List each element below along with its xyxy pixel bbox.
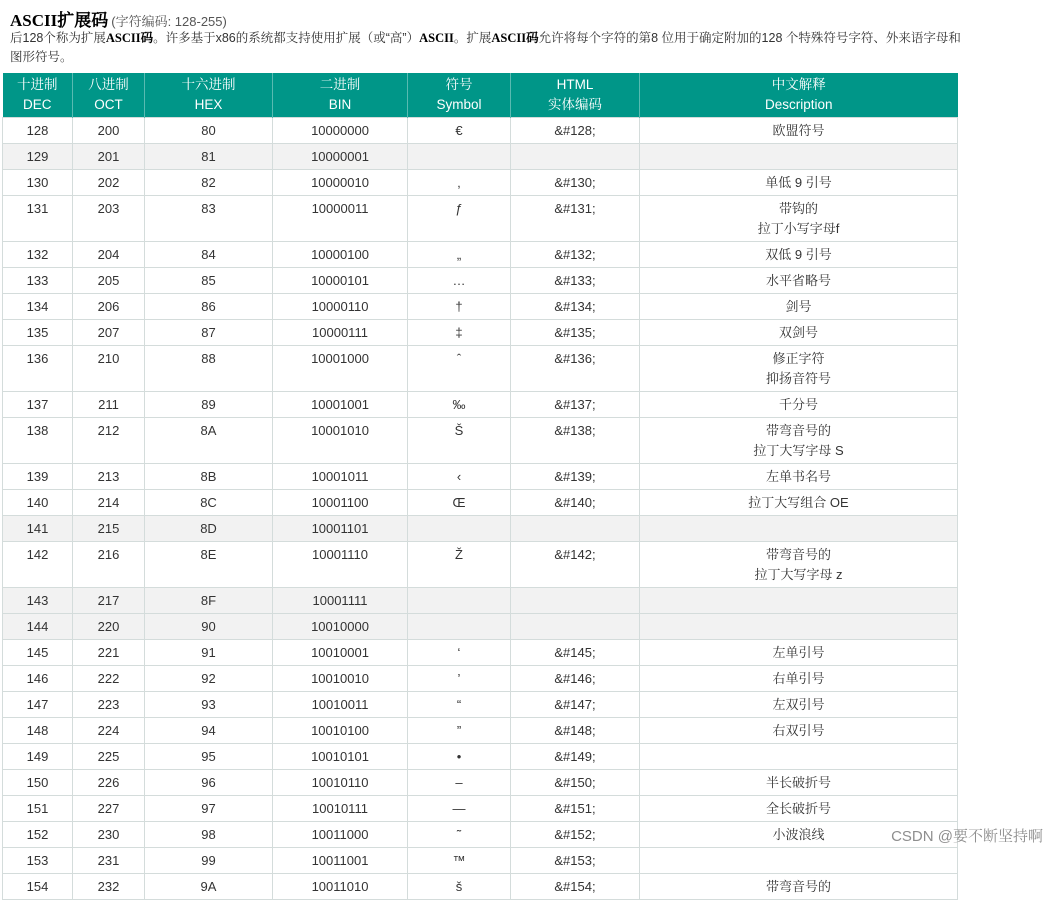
cell-symbol: ’	[408, 666, 511, 692]
cell-description	[640, 118, 958, 144]
cell-bin: 10000101	[273, 268, 408, 294]
cell-hex: 94	[145, 718, 273, 744]
cell-html	[511, 588, 640, 614]
header-description: 中文解释 Description	[640, 73, 958, 118]
cell-description	[640, 490, 958, 516]
description-line: 右双引号	[772, 723, 825, 738]
cell-bin: 10001101	[273, 516, 408, 542]
cell-symbol: ƒ	[408, 196, 511, 242]
cell-hex: 86	[145, 294, 273, 320]
header-hex: 十六进制 HEX	[145, 73, 273, 118]
cell-oct: 206	[73, 294, 145, 320]
cell-html: &#151;	[511, 796, 640, 822]
cell-bin: 10000111	[273, 320, 408, 346]
cell-html: &#128;	[511, 118, 640, 144]
cell-symbol: ‡	[408, 320, 511, 346]
cell-bin: 10001010	[273, 418, 408, 464]
cell-html: &#145;	[511, 640, 640, 666]
cell-symbol: “	[408, 692, 511, 718]
cell-hex: 8E	[145, 542, 273, 588]
cell-oct: 204	[73, 242, 145, 268]
description-line: 千分号	[778, 397, 818, 412]
intro-text-1: 后128个称为扩展	[10, 31, 106, 45]
cell-hex: 85	[145, 268, 273, 294]
description-line: 带弯音号的	[765, 879, 831, 894]
cell-description	[640, 640, 958, 666]
cell-dec: 147	[3, 692, 73, 718]
description-line: 半长破折号	[765, 775, 831, 790]
description-line: 带弯音号的	[765, 423, 831, 438]
cell-bin: 10010100	[273, 718, 408, 744]
cell-dec: 134	[3, 294, 73, 320]
cell-hex: 87	[145, 320, 273, 346]
cell-bin: 10010111	[273, 796, 408, 822]
table-row	[3, 666, 958, 692]
table-row	[3, 268, 958, 294]
description-line: 带弯音号的	[765, 547, 831, 562]
cell-description	[640, 170, 958, 196]
cell-html: &#132;	[511, 242, 640, 268]
table-row	[3, 392, 958, 418]
csdn-watermark: CSDN @要不断坚持啊	[891, 828, 1043, 845]
cell-symbol: ‰	[408, 392, 511, 418]
cell-dec: 135	[3, 320, 73, 346]
cell-oct: 223	[73, 692, 145, 718]
cell-bin: 10010110	[273, 770, 408, 796]
description-line: 带钩的	[778, 201, 818, 216]
cell-oct: 222	[73, 666, 145, 692]
cell-description	[640, 744, 958, 770]
cell-html: &#136;	[511, 346, 640, 392]
intro-paragraph	[10, 29, 970, 67]
table-row	[3, 718, 958, 744]
cell-dec: 153	[3, 848, 73, 874]
cell-description	[640, 144, 958, 170]
cell-description	[640, 196, 958, 242]
table-row	[3, 346, 958, 392]
cell-dec: 129	[3, 144, 73, 170]
table-row	[3, 848, 958, 874]
cell-html: &#142;	[511, 542, 640, 588]
description-line: 小波浪线	[772, 827, 825, 842]
table-row	[3, 516, 958, 542]
cell-description	[640, 614, 958, 640]
cell-symbol: „	[408, 242, 511, 268]
description-line: 拉丁大写组合 OE	[748, 495, 849, 510]
description-line: 左单书名号	[765, 469, 831, 484]
cell-oct: 231	[73, 848, 145, 874]
table-row	[3, 692, 958, 718]
intro-text-2: 。许多基于x86的系统都支持使用扩展（或“高”）	[153, 31, 420, 45]
cell-html: &#146;	[511, 666, 640, 692]
cell-bin: 10001000	[273, 346, 408, 392]
cell-dec: 146	[3, 666, 73, 692]
intro-bold-2: ASCII	[419, 31, 454, 45]
cell-html: &#154;	[511, 874, 640, 900]
cell-hex: 81	[145, 144, 273, 170]
cell-symbol: ˜	[408, 822, 511, 848]
cell-description	[640, 796, 958, 822]
cell-symbol: €	[408, 118, 511, 144]
cell-bin: 10001111	[273, 588, 408, 614]
cell-oct: 216	[73, 542, 145, 588]
table-row	[3, 464, 958, 490]
cell-symbol: †	[408, 294, 511, 320]
cell-html: &#152;	[511, 822, 640, 848]
cell-description	[640, 588, 958, 614]
header-bin: 二进制 BIN	[273, 73, 408, 118]
cell-html: &#133;	[511, 268, 640, 294]
cell-oct: 205	[73, 268, 145, 294]
cell-description	[640, 770, 958, 796]
cell-symbol: —	[408, 796, 511, 822]
description-line: 左单引号	[772, 645, 825, 660]
cell-dec: 138	[3, 418, 73, 464]
heading-subtitle: (字符编码: 128-255)	[111, 14, 227, 29]
cell-symbol	[408, 614, 511, 640]
table-row	[3, 640, 958, 666]
cell-bin: 10001100	[273, 490, 408, 516]
cell-html: &#137;	[511, 392, 640, 418]
description-line: 水平省略号	[765, 273, 831, 288]
cell-bin: 10000010	[273, 170, 408, 196]
description-line: 抑扬音符号	[765, 371, 831, 386]
cell-description	[640, 718, 958, 744]
cell-symbol: ”	[408, 718, 511, 744]
cell-dec: 150	[3, 770, 73, 796]
intro-text-4: 允许将每个字符的第8 位用于确定附加的128 个特殊符号字符、外来语字母和图形符号。	[10, 31, 961, 64]
cell-oct: 207	[73, 320, 145, 346]
intro-bold-3: ASCII码	[491, 31, 539, 45]
cell-symbol: •	[408, 744, 511, 770]
cell-oct: 220	[73, 614, 145, 640]
description-line: 拉丁大写字母 S	[753, 443, 844, 458]
cell-dec: 152	[3, 822, 73, 848]
cell-dec: 154	[3, 874, 73, 900]
cell-oct: 211	[73, 392, 145, 418]
cell-description	[640, 268, 958, 294]
header-dec: 十进制 DEC	[3, 73, 73, 118]
cell-bin: 10010101	[273, 744, 408, 770]
cell-dec: 128	[3, 118, 73, 144]
cell-symbol: š	[408, 874, 511, 900]
cell-description	[640, 242, 958, 268]
cell-oct: 202	[73, 170, 145, 196]
cell-hex: 8D	[145, 516, 273, 542]
cell-bin: 10000100	[273, 242, 408, 268]
cell-dec: 131	[3, 196, 73, 242]
table-row	[3, 796, 958, 822]
cell-dec: 151	[3, 796, 73, 822]
cell-html: &#153;	[511, 848, 640, 874]
cell-oct: 213	[73, 464, 145, 490]
cell-bin: 10010010	[273, 666, 408, 692]
cell-symbol: ‚	[408, 170, 511, 196]
cell-bin: 10010000	[273, 614, 408, 640]
cell-bin: 10000001	[273, 144, 408, 170]
cell-hex: 8A	[145, 418, 273, 464]
cell-html: &#139;	[511, 464, 640, 490]
cell-html	[511, 144, 640, 170]
cell-description	[640, 346, 958, 392]
cell-hex: 8C	[145, 490, 273, 516]
cell-dec: 139	[3, 464, 73, 490]
cell-dec: 137	[3, 392, 73, 418]
table-row	[3, 118, 958, 144]
table-row	[3, 874, 958, 900]
cell-bin: 10010001	[273, 640, 408, 666]
cell-html: &#147;	[511, 692, 640, 718]
cell-description	[640, 692, 958, 718]
cell-hex: 99	[145, 848, 273, 874]
description-line: 拉丁小写字母f	[757, 221, 840, 236]
table-row	[3, 614, 958, 640]
description-line: 全长破折号	[765, 801, 831, 816]
cell-hex: 90	[145, 614, 273, 640]
cell-oct: 225	[73, 744, 145, 770]
cell-symbol: Œ	[408, 490, 511, 516]
cell-hex: 8B	[145, 464, 273, 490]
cell-hex: 84	[145, 242, 273, 268]
cell-description	[640, 542, 958, 588]
cell-dec: 144	[3, 614, 73, 640]
cell-symbol	[408, 588, 511, 614]
cell-dec: 145	[3, 640, 73, 666]
cell-symbol: Š	[408, 418, 511, 464]
cell-description	[640, 516, 958, 542]
cell-hex: 80	[145, 118, 273, 144]
cell-html: &#150;	[511, 770, 640, 796]
cell-description	[640, 874, 958, 900]
cell-hex: 97	[145, 796, 273, 822]
table-row	[3, 770, 958, 796]
description-line: 修正字符	[772, 351, 825, 366]
cell-symbol: ‹	[408, 464, 511, 490]
cell-bin: 10001011	[273, 464, 408, 490]
table-row	[3, 490, 958, 516]
cell-symbol	[408, 144, 511, 170]
cell-bin: 10001110	[273, 542, 408, 588]
cell-hex: 91	[145, 640, 273, 666]
cell-description	[640, 294, 958, 320]
description-line: 拉丁大写字母 z	[754, 567, 843, 582]
cell-oct: 210	[73, 346, 145, 392]
table-row	[3, 822, 958, 848]
cell-bin: 10000000	[273, 118, 408, 144]
cell-oct: 200	[73, 118, 145, 144]
table-row	[3, 144, 958, 170]
description-line: 双剑号	[778, 325, 818, 340]
description-line: 双低 9 引号	[765, 247, 832, 262]
cell-bin: 10000110	[273, 294, 408, 320]
cell-symbol	[408, 516, 511, 542]
cell-html	[511, 614, 640, 640]
cell-symbol: Ž	[408, 542, 511, 588]
description-line: 单低 9 引号	[765, 175, 832, 190]
table-row	[3, 744, 958, 770]
ascii-table	[2, 73, 958, 900]
cell-hex: 95	[145, 744, 273, 770]
cell-description	[640, 666, 958, 692]
cell-bin: 10010011	[273, 692, 408, 718]
cell-oct: 203	[73, 196, 145, 242]
cell-html: &#130;	[511, 170, 640, 196]
cell-html: &#148;	[511, 718, 640, 744]
table-row	[3, 242, 958, 268]
cell-hex: 93	[145, 692, 273, 718]
cell-bin: 10011001	[273, 848, 408, 874]
cell-description	[640, 320, 958, 346]
cell-oct: 226	[73, 770, 145, 796]
cell-hex: 89	[145, 392, 273, 418]
cell-oct: 215	[73, 516, 145, 542]
cell-symbol: ˆ	[408, 346, 511, 392]
cell-bin: 10000011	[273, 196, 408, 242]
description-line: 右单引号	[772, 671, 825, 686]
cell-oct: 221	[73, 640, 145, 666]
cell-hex: 92	[145, 666, 273, 692]
cell-html: &#134;	[511, 294, 640, 320]
cell-dec: 142	[3, 542, 73, 588]
table-row	[3, 294, 958, 320]
table-row	[3, 320, 958, 346]
cell-dec: 140	[3, 490, 73, 516]
description-line: 左双引号	[772, 697, 825, 712]
cell-description	[640, 418, 958, 464]
cell-oct: 212	[73, 418, 145, 464]
cell-html: &#138;	[511, 418, 640, 464]
cell-hex: 98	[145, 822, 273, 848]
intro-bold-1: ASCII码	[105, 31, 154, 45]
cell-symbol: ™	[408, 848, 511, 874]
description-line: 欧盟符号	[772, 123, 825, 138]
table-row	[3, 588, 958, 614]
cell-dec: 133	[3, 268, 73, 294]
cell-dec: 132	[3, 242, 73, 268]
cell-hex: 83	[145, 196, 273, 242]
cell-dec: 136	[3, 346, 73, 392]
table-row	[3, 542, 958, 588]
cell-hex: 9A	[145, 874, 273, 900]
cell-bin: 10001001	[273, 392, 408, 418]
cell-oct: 217	[73, 588, 145, 614]
table-row	[3, 170, 958, 196]
cell-hex: 82	[145, 170, 273, 196]
description-line: 剑号	[785, 299, 812, 314]
cell-dec: 149	[3, 744, 73, 770]
cell-description	[640, 848, 958, 874]
cell-bin: 10011010	[273, 874, 408, 900]
cell-hex: 8F	[145, 588, 273, 614]
cell-oct: 232	[73, 874, 145, 900]
cell-hex: 88	[145, 346, 273, 392]
header-html: HTML 实体编码	[511, 73, 640, 118]
cell-oct: 214	[73, 490, 145, 516]
cell-html: &#149;	[511, 744, 640, 770]
table-row	[3, 418, 958, 464]
cell-symbol: –	[408, 770, 511, 796]
cell-html	[511, 516, 640, 542]
page-heading	[10, 6, 227, 31]
cell-html: &#135;	[511, 320, 640, 346]
cell-oct: 224	[73, 718, 145, 744]
cell-html: &#131;	[511, 196, 640, 242]
cell-oct: 201	[73, 144, 145, 170]
cell-dec: 143	[3, 588, 73, 614]
header-oct: 八进制 OCT	[73, 73, 145, 118]
cell-dec: 130	[3, 170, 73, 196]
cell-hex: 96	[145, 770, 273, 796]
cell-html: &#140;	[511, 490, 640, 516]
cell-oct: 230	[73, 822, 145, 848]
cell-oct: 227	[73, 796, 145, 822]
table-row	[3, 196, 958, 242]
cell-symbol: ‘	[408, 640, 511, 666]
intro-text-3: 。扩展	[453, 31, 492, 45]
header-symbol: 符号 Symbol	[408, 73, 511, 118]
cell-dec: 141	[3, 516, 73, 542]
heading-title: ASCII扩展码	[10, 11, 109, 30]
table-header-row	[3, 73, 958, 118]
cell-dec: 148	[3, 718, 73, 744]
cell-description	[640, 392, 958, 418]
cell-description	[640, 464, 958, 490]
cell-symbol: …	[408, 268, 511, 294]
cell-bin: 10011000	[273, 822, 408, 848]
